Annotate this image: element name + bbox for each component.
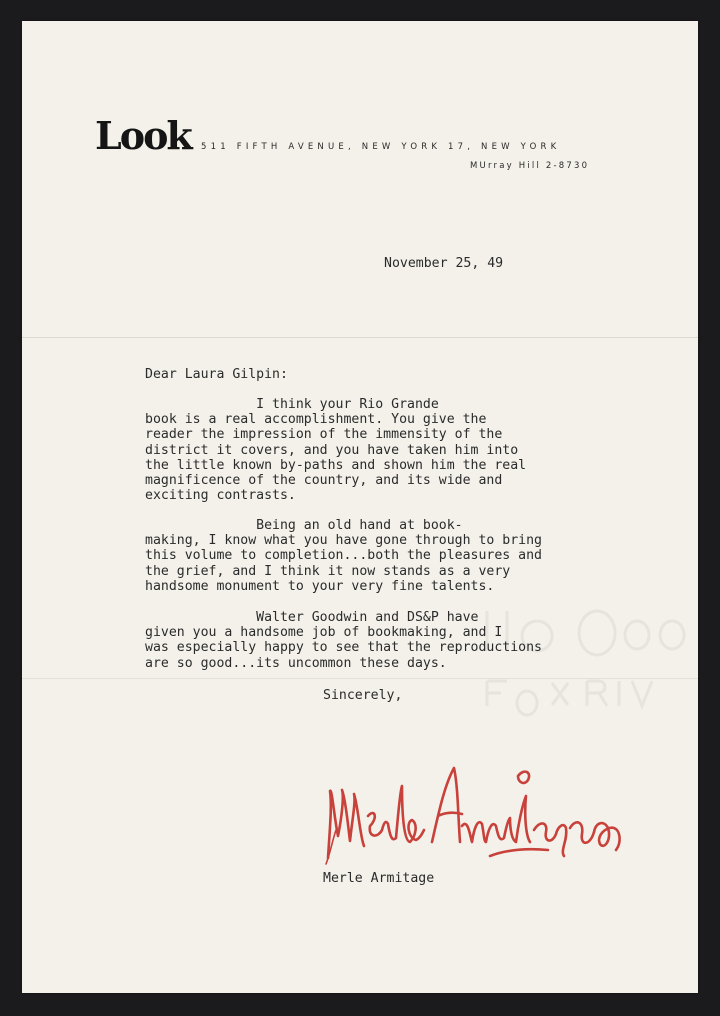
fold-line (22, 337, 698, 338)
letterhead-address: 511 FIFTH AVENUE, NEW YORK 17, NEW YORK (201, 142, 561, 152)
body-paragraph: Being an old hand at book- making, I know what you have gone through to bring this volume to completion...both the pleasures and the grief, and I think it now stands as a very handsome monument to your very fine talents. (145, 518, 542, 594)
letter-date: November 25, 49 (384, 256, 504, 271)
typed-signature-name: Merle Armitage (323, 871, 435, 886)
closing: Sincerely, (323, 688, 403, 703)
letter-page (22, 21, 698, 993)
handwritten-signature (320, 746, 636, 876)
body-paragraph: Walter Goodwin and DS&P have given you a handsome job of bookmaking, and I was especially happy to see that the reproductions are so good...its uncommon these days. (145, 610, 542, 671)
look-logo: Look (95, 113, 191, 158)
body-paragraph: I think your Rio Grande book is a real accomplishment. You give the reader the impression of the immensity of the district it covers, and you have taken him into the little known by-paths and shown him the real magnificence of the country, and its wide and exciting contrasts. (145, 397, 527, 504)
salutation: Dear Laura Gilpin: (145, 367, 288, 382)
letterhead-phone: MUrray Hill 2-8730 (470, 161, 590, 171)
